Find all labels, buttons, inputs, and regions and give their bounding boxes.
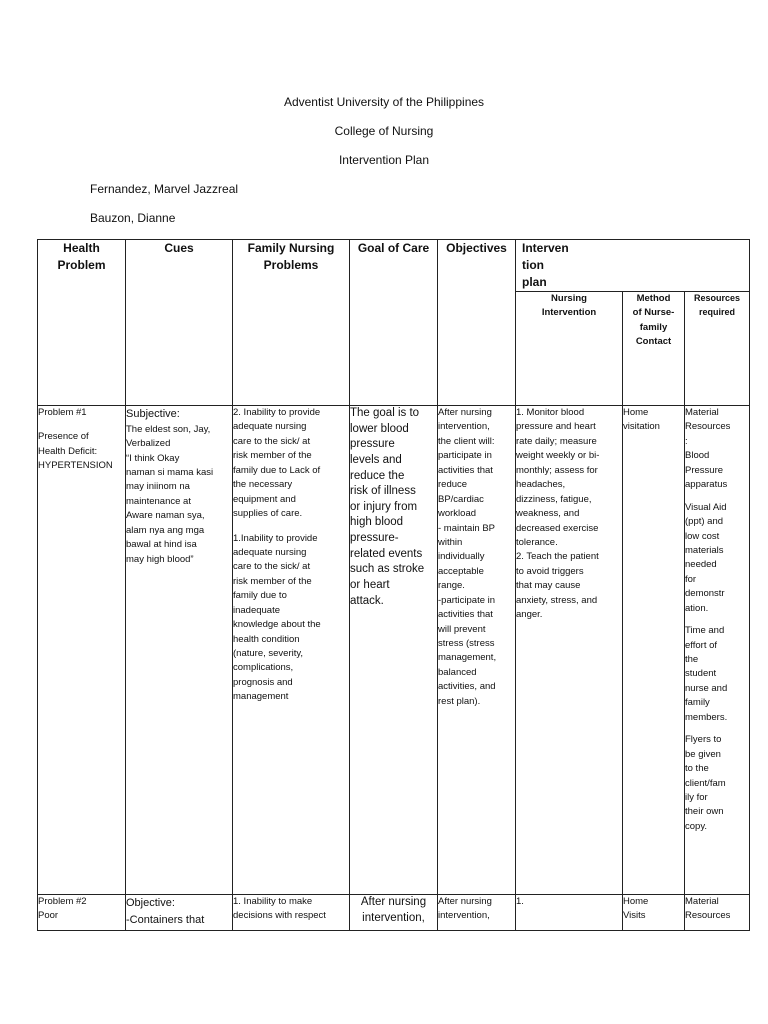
col-header-goal-of-care: Goal of Care [350, 240, 438, 406]
col-header-objectives: Objectives [438, 240, 516, 406]
university-name: Adventist University of the Philippines [283, 95, 485, 109]
method-of-contact-cell: Home Visits [623, 895, 685, 931]
resource-item: Time and effort of the student nurse and family members. [685, 625, 728, 723]
cues-cell [126, 406, 233, 895]
objectives-cell: After nursing intervention, the client will: participate in activities that reduce BP/cardiac workload - maintain BP within individually acceptable range. -participate in activities that will prevent stress (stress management, balanced activities, and rest plan). [438, 406, 516, 895]
author-name: Bauzon, Dianne [90, 211, 176, 225]
col-header-cues: Cues [126, 240, 233, 406]
resource-item: Flyers to be given to the client/fam ily for their own copy. [685, 734, 726, 832]
health-problem-cell [38, 406, 126, 895]
cue-label: Objective: [126, 897, 175, 909]
cues-cell [126, 895, 233, 931]
family-nursing-problem-cell [233, 406, 350, 895]
nursing-intervention-cell: 1. Monitor blood pressure and heart rate daily; measure weight weekly or bi- monthly; assess for headaches, dizziness, fatigue, weakness, and decreased exercise tolerance. 2. Teach the patient to avoid triggers that may cause anxiety, stress, and anger. [516, 406, 623, 895]
table-row [38, 895, 750, 931]
resources-cell [685, 406, 750, 895]
health-problem-cell [38, 895, 126, 931]
resource-item: Material Resources : Blood Pressure apparatus [685, 407, 731, 491]
family-nursing-problem-1: 2. Inability to provide adequate nursing care to the sick/ at risk member of the family due to Lack of the necessary equipment and supplies of care. [233, 407, 321, 520]
resource-item: Visual Aid (ppt) and low cost materials needed for demonstr ation. [685, 501, 727, 614]
cue-text: The eldest son, Jay, Verbalized “I think Okay naman si mama kasi may iniinom na maintenance at Aware naman sya, alam nya ang mga bawal at hind isa may high blood” [126, 423, 214, 565]
header-row [38, 240, 750, 292]
objectives-cell: After nursing intervention, [438, 895, 516, 931]
college-name: College of Nursing [334, 124, 434, 138]
cue-text: -Containers that [126, 913, 205, 926]
method-of-contact-cell: Home visitation [623, 406, 685, 895]
col-header-family-nursing-problems: Family Nursing Problems [233, 240, 350, 406]
problem-description: Presence of Health Deficit: HYPERTENSION [38, 431, 113, 472]
document-title: Intervention Plan [338, 153, 430, 167]
col-header-method-of-contact: Method of Nurse- family Contact [623, 292, 685, 406]
goal-of-care-cell: After nursing intervention, [350, 895, 438, 931]
table-row [38, 406, 750, 895]
author-name: Fernandez, Marvel Jazzreal [90, 182, 239, 196]
resources-cell: Material Resources [685, 895, 750, 931]
col-header-health-problem: Health Problem [38, 240, 126, 406]
problem-label: Problem #2 [38, 896, 87, 907]
nursing-intervention-cell: 1. [516, 895, 623, 931]
family-nursing-problem-2: 1.Inability to provide adequate nursing care to the sick/ at risk member of the family due to inadequate knowledge about the health condition (nature, severity, complications, prognosis and management [233, 532, 321, 703]
intervention-plan-table [37, 239, 750, 931]
cue-label: Subjective: [126, 408, 180, 420]
family-nursing-problem-cell: 1. Inability to make decisions with respect [233, 895, 350, 931]
col-header-nursing-intervention: Nursing Intervention [516, 292, 623, 406]
problem-label: Problem #1 [38, 407, 87, 418]
col-header-resources-required: Resources required [685, 292, 750, 406]
col-header-intervention-plan: Interven tion plan [516, 240, 750, 292]
goal-of-care-cell: The goal is to lower blood pressure levels and reduce the risk of illness or injury from high blood pressure- related events such as stroke or heart attack. [350, 406, 438, 895]
problem-description: Poor [38, 910, 59, 922]
